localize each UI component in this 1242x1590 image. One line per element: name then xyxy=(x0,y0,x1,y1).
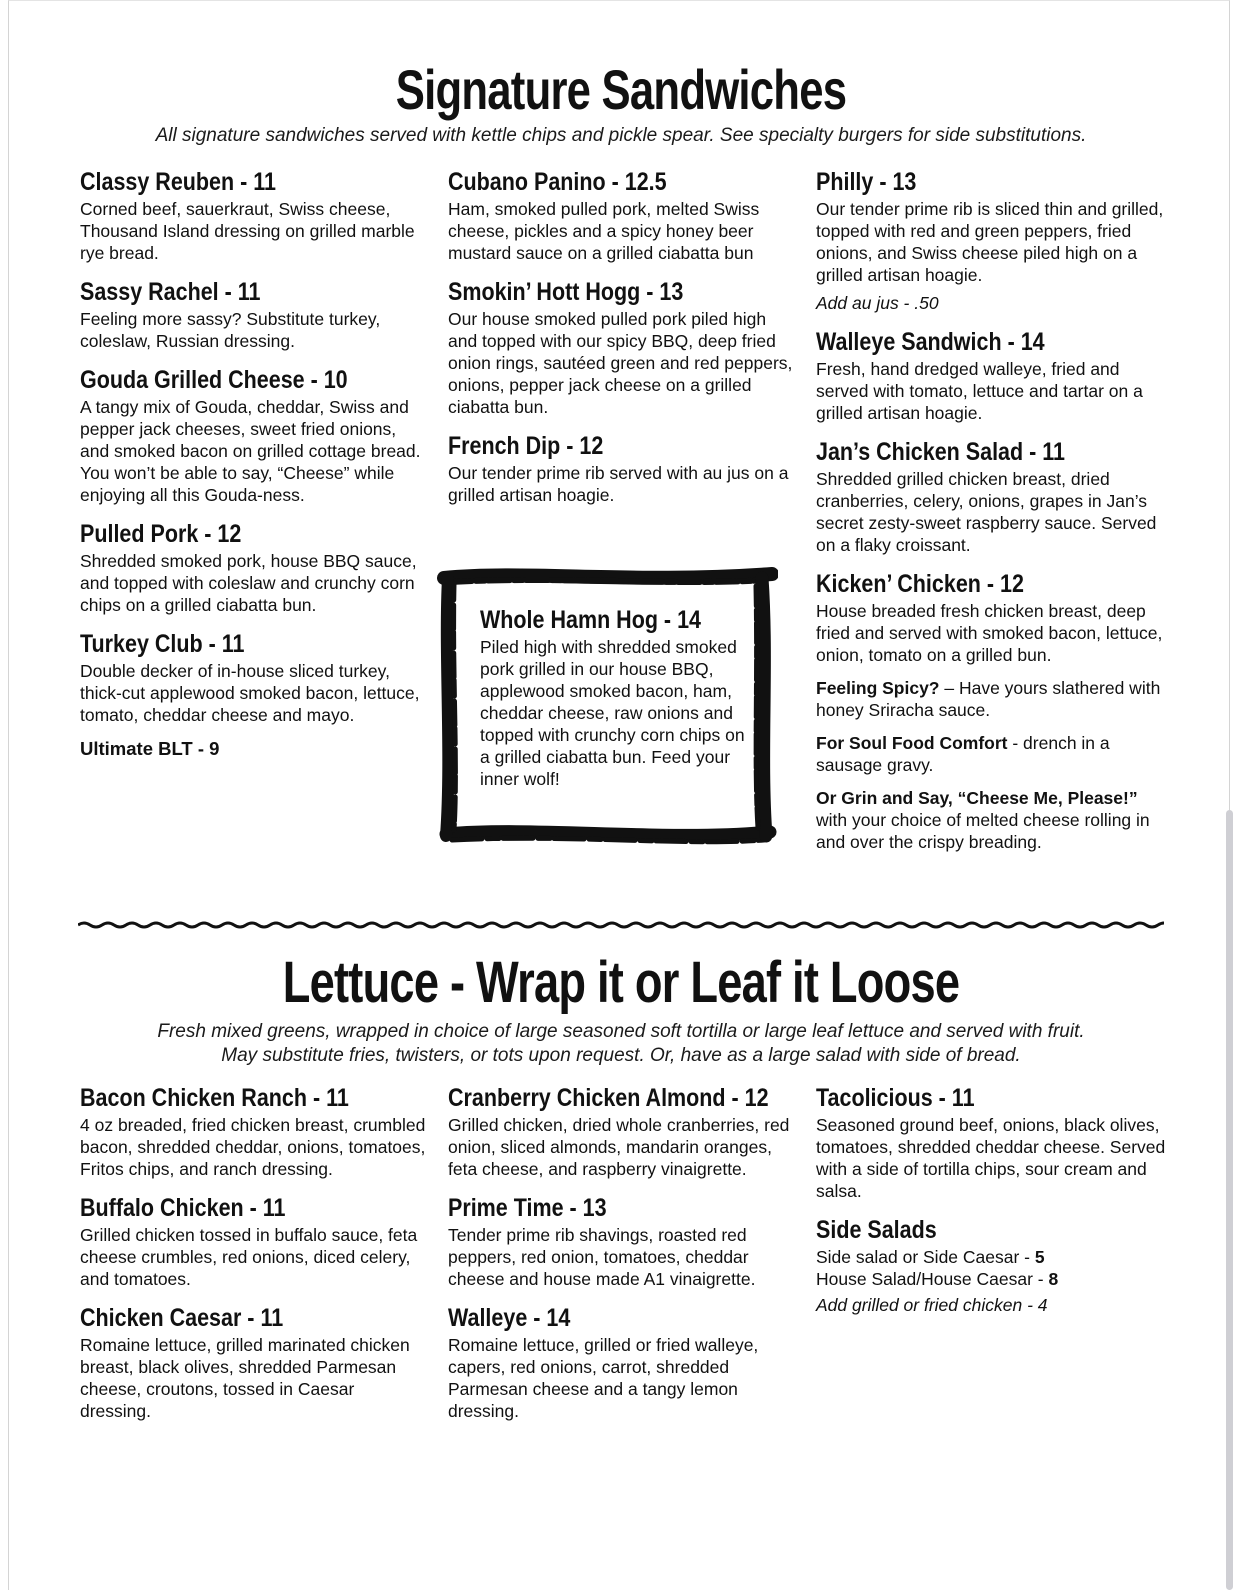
item-description: Our tender prime rib served with au jus on a grilled artisan hoagie. xyxy=(448,463,789,505)
lettuce-column-1 xyxy=(80,1082,430,1434)
item-name: Whole Hamn Hog - 14 xyxy=(480,606,701,634)
featured-item-box xyxy=(436,564,778,854)
item-description: Our tender prime rib is sliced thin and grilled, topped with red and green peppers, fried onions, and Swiss cheese piled high on a grilled artisan hoagie. xyxy=(816,199,1164,285)
item-name: Bacon Chicken Ranch - 11 xyxy=(80,1084,349,1112)
item-name: Smokin’ Hott Hogg - 13 xyxy=(448,278,684,306)
option-title: For Soul Food Comfort xyxy=(816,733,1008,753)
item-note: Add grilled or fried chicken - 4 xyxy=(816,1295,1048,1315)
menu-item xyxy=(816,326,1166,424)
lettuce-title: Lettuce - Wrap it or Leaf it Loose xyxy=(282,950,960,1015)
item-description: Grilled chicken, dried whole cranberries, red onion, sliced almonds, mandarin oranges, feta cheese, and raspberry vinaigrette. xyxy=(448,1115,790,1179)
item-description: Romaine lettuce, grilled marinated chicken breast, black olives, shredded Parmesan cheese, croutons, tossed in Caesar dressing. xyxy=(80,1335,410,1421)
sandwiches-column-3 xyxy=(816,166,1166,865)
ultimate-blt: Ultimate BLT - 9 xyxy=(80,738,220,759)
item-description: Our house smoked pulled pork piled high and topped with our spicy BBQ, deep fried onion rings, sautéed green and red peppers, onions, pepper jack cheese on a grilled ciabatta bun. xyxy=(448,309,793,417)
item-name: Sassy Rachel - 11 xyxy=(80,278,261,306)
scrollbar[interactable] xyxy=(1226,810,1233,1590)
item-name: Walleye - 14 xyxy=(448,1304,571,1332)
item-description: House breaded fresh chicken breast, deep fried and served with smoked bacon, lettuce, onion, tomato on a grilled bun. xyxy=(816,601,1163,665)
menu-item xyxy=(816,166,1166,314)
cheese-option xyxy=(816,787,1166,853)
menu-item xyxy=(80,364,430,506)
item-name: Jan’s Chicken Salad - 11 xyxy=(816,438,1065,466)
menu-item xyxy=(448,166,798,264)
lettuce-column-3 xyxy=(816,1082,1166,1328)
item-note: Add au jus - .50 xyxy=(816,293,939,313)
featured-item xyxy=(480,604,750,790)
lettuce-subtitle-line-1: Fresh mixed greens, wrapped in choice of large seasoned soft tortilla or large leaf lettuce and served with fruit. xyxy=(157,1021,1085,1042)
house-salad-line xyxy=(816,1268,1166,1290)
item-description: A tangy mix of Gouda, cheddar, Swiss and pepper jack cheeses, sweet fried onions, and smoked bacon on grilled cottage bread. You won’t be able to say, “Cheese” while enjoying all this Gouda-ness. xyxy=(80,397,421,505)
lettuce-subtitle-line-2: May substitute fries, twisters, or tots upon request. Or, have as a large salad with side of bread. xyxy=(221,1045,1021,1066)
item-name: Kicken’ Chicken - 12 xyxy=(816,570,1024,598)
side-salads xyxy=(816,1214,1166,1316)
item-description: Shredded grilled chicken breast, dried cranberries, celery, onions, grapes in Jan’s secret zesty-sweet raspberry sauce. Served on a flaky croissant. xyxy=(816,469,1157,555)
option-text: with your choice of melted cheese rolling in and over the crispy breading. xyxy=(816,810,1150,852)
menu-item xyxy=(448,1082,798,1180)
menu-item xyxy=(80,166,430,264)
side-salad-price: 5 xyxy=(1034,1247,1045,1267)
side-salad-line xyxy=(816,1246,1166,1268)
menu-item xyxy=(816,568,1166,853)
item-name: Buffalo Chicken - 11 xyxy=(80,1194,286,1222)
item-name: Pulled Pork - 12 xyxy=(80,520,242,548)
menu-item xyxy=(816,1082,1166,1202)
item-name: Side Salads xyxy=(816,1216,937,1244)
item-name: French Dip - 12 xyxy=(448,432,604,460)
item-description: 4 oz breaded, fried chicken breast, crumbled bacon, shredded cheddar, onions, tomatoes, Fritos chips, and ranch dressing. xyxy=(80,1115,426,1179)
gravy-option xyxy=(816,732,1166,776)
item-description: Feeling more sassy? Substitute turkey, coleslaw, Russian dressing. xyxy=(80,309,381,351)
item-description: Grilled chicken tossed in buffalo sauce, feta cheese crumbles, red onions, diced celery, and tomatoes. xyxy=(80,1225,418,1289)
item-description: Fresh, hand dredged walleye, fried and served with tomato, lettuce and tartar on a grilled artisan hoagie. xyxy=(816,359,1143,423)
spicy-option xyxy=(816,677,1166,721)
option-title: Feeling Spicy? xyxy=(816,678,940,698)
item-name: Prime Time - 13 xyxy=(448,1194,607,1222)
item-name: Chicken Caesar - 11 xyxy=(80,1304,284,1332)
sandwiches-column-2 xyxy=(448,166,798,518)
lettuce-column-2 xyxy=(448,1082,798,1434)
item-description: Tender prime rib shavings, roasted red peppers, red onion, tomatoes, cheddar cheese and house made A1 vinaigrette. xyxy=(448,1225,756,1289)
item-name: Cubano Panino - 12.5 xyxy=(448,168,667,196)
item-description: Seasoned ground beef, onions, black olives, tomatoes, shredded cheddar cheese. Served with a side of tortilla chips, sour cream and salsa. xyxy=(816,1115,1166,1201)
menu-item xyxy=(816,436,1166,556)
sandwiches-title: Signature Sandwiches xyxy=(395,58,847,121)
item-name: Tacolicious - 11 xyxy=(816,1084,975,1112)
menu-item xyxy=(80,1192,430,1290)
sandwiches-subtitle: All signature sandwiches served with kettle chips and pickle spear. See specialty burgers for side substitutions. xyxy=(155,125,1087,146)
menu-item xyxy=(80,628,430,760)
house-salad-price: 8 xyxy=(1048,1269,1059,1289)
menu-item xyxy=(80,1082,430,1180)
item-description: Double decker of in-house sliced turkey, thick-cut applewood smoked bacon, lettuce, tomato, cheddar cheese and mayo. xyxy=(80,661,420,725)
menu-item xyxy=(80,1302,430,1422)
menu-item xyxy=(448,1302,798,1422)
item-description: Romaine lettuce, grilled or fried walleye, capers, red onions, carrot, shredded Parmesan cheese and a tangy lemon dressing. xyxy=(448,1335,759,1421)
menu-item xyxy=(448,430,798,506)
item-name: Turkey Club - 11 xyxy=(80,630,245,658)
item-name: Walleye Sandwich - 14 xyxy=(816,328,1045,356)
item-description: Piled high with shredded smoked pork grilled in our house BBQ, applewood smoked bacon, ham, cheddar cheese, raw onions and topped with crunchy corn chips on a grilled ciabatta bun. Feed your inner wolf! xyxy=(480,637,745,789)
menu-item xyxy=(448,276,798,418)
item-description: Shredded smoked pork, house BBQ sauce, and topped with coleslaw and crunchy corn chips on a grilled ciabatta bun. xyxy=(80,551,417,615)
option-text: - drench in a sausage gravy. xyxy=(816,733,1110,775)
sandwiches-column-1 xyxy=(80,166,430,772)
wavy-divider xyxy=(78,918,1164,932)
item-description: Corned beef, sauerkraut, Swiss cheese, Thousand Island dressing on grilled marble rye bread. xyxy=(80,199,415,263)
menu-item xyxy=(80,518,430,616)
item-name: Classy Reuben - 11 xyxy=(80,168,276,196)
option-title: Or Grin and Say, “Cheese Me, Please!” xyxy=(816,788,1138,808)
menu-item xyxy=(448,1192,798,1290)
item-description: Ham, smoked pulled pork, melted Swiss cheese, pickles and a spicy honey beer mustard sauce on a grilled ciabatta bun xyxy=(448,199,760,263)
side-salad-text: Side salad or Side Caesar - xyxy=(816,1247,1035,1267)
option-text: – Have yours slathered with honey Sriracha sauce. xyxy=(816,678,1161,720)
item-name: Cranberry Chicken Almond - 12 xyxy=(448,1084,769,1112)
menu-item xyxy=(80,276,430,352)
item-name: Philly - 13 xyxy=(816,168,917,196)
item-name: Gouda Grilled Cheese - 10 xyxy=(80,366,348,394)
house-salad-text: House Salad/House Caesar - xyxy=(816,1269,1049,1289)
